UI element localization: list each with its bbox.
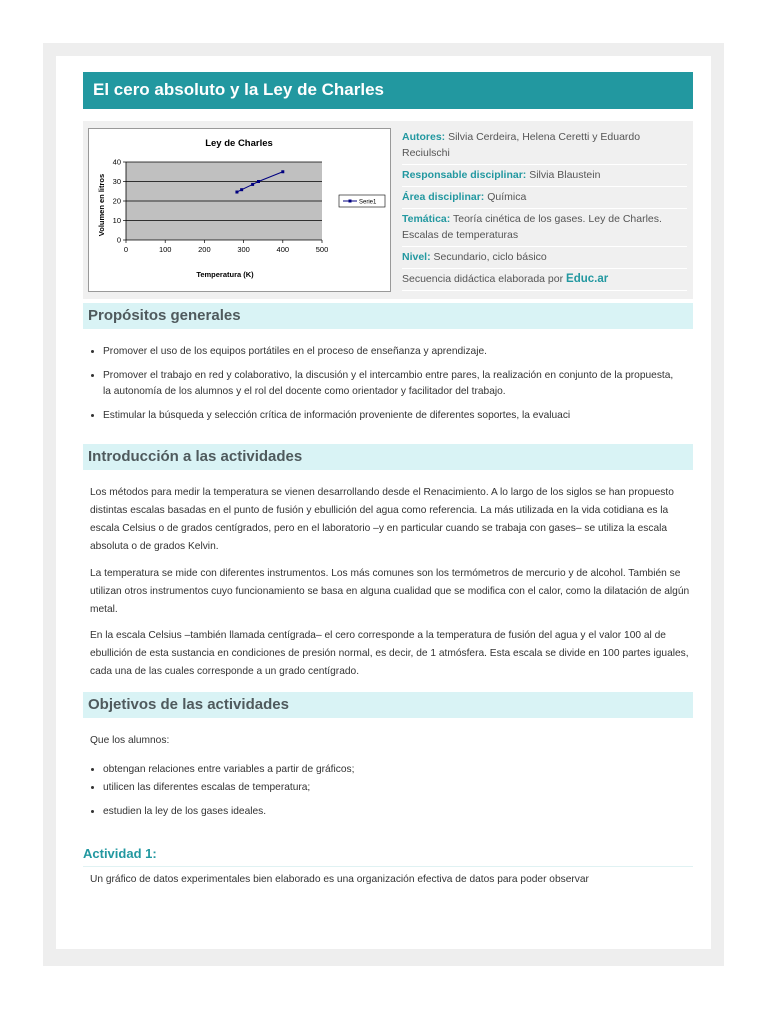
page-title: El cero absoluto y la Ley de Charles	[93, 80, 384, 99]
topic-row	[402, 209, 687, 247]
responsible-label: Responsable disciplinar:	[402, 169, 527, 181]
area-value: Química	[487, 191, 527, 203]
x-tick-label: 400	[276, 245, 290, 254]
x-tick-label: 200	[198, 245, 211, 254]
data-point	[251, 183, 254, 186]
document-page	[56, 56, 711, 949]
objectives-intro: Que los alumnos:	[90, 735, 170, 746]
level-row	[402, 247, 687, 269]
area-label: Área disciplinar:	[402, 191, 485, 203]
intro-paragraph: En la escala Celsius –también llamada centígrada– el cero corresponde a la temperatura de fusión del agua y el valor 100 al de ebullición de esta sustancia en condiciones de presión normal, es decir, de 1 atmósfera. Esta escala se divide en 100 partes iguales, cada una de las cuales corresponde a un grado centígrado.	[90, 630, 689, 677]
title-bar	[83, 72, 693, 109]
list-item: • obtengan relaciones entre variables a partir de gráficos;	[103, 762, 683, 778]
data-point	[257, 180, 260, 183]
intro-paragraph: Los métodos para medir la temperatura se vienen desarrollando desde el Renacimiento. A lo largo de los siglos se han propuesto distintas escalas basadas en el punto de fusión y ebullición del agua como referencia. La más utilizada en la vida cotidiana es la escala Celsius o de grados centígrados, pero en el laboratorio –y en particular cuando se trabaja con gases– se utiliza la escala absoluta o de grados Kelvin.	[90, 487, 674, 552]
list-item: • estudien la ley de los gases ideales.	[103, 804, 683, 820]
x-tick-label: 0	[123, 245, 129, 254]
y-tick-label: 0	[116, 235, 121, 245]
list-item: • Promover el uso de los equipos portátiles en el proceso de enseñanza y aprendizaje.	[103, 344, 683, 360]
x-tick-label: 100	[158, 245, 172, 254]
y-tick-label: 30	[112, 177, 121, 186]
legend-label: Serie1	[359, 199, 377, 206]
x-tick-label: 300	[237, 245, 250, 254]
y-tick-label: 40	[112, 157, 121, 167]
list-item: • Promover el trabajo en red y colaborativo, la discusión y el intercambio entre pares, la realización en conjunto de la propuesta, la autonomía de los alumnos y el rol del docente como orientador y facilitador del trabajo.	[103, 368, 683, 400]
sequence-row	[402, 269, 687, 291]
charles-law-chart	[88, 128, 391, 292]
activity-text: Un gráfico de datos experimentales bien elaborado es una organización efectiva de datos para poder observar	[90, 874, 589, 885]
purposes-title: Propósitos generales	[88, 307, 241, 324]
objectives-list	[83, 762, 683, 822]
topic-label: Temática:	[402, 213, 451, 225]
activity-header	[83, 844, 693, 867]
list-item: • utilicen las diferentes escalas de temperatura;	[103, 780, 683, 796]
chart-xlabel: Temperatura (K)	[196, 270, 254, 279]
info-block	[83, 121, 693, 299]
data-point	[235, 191, 238, 194]
responsible-value: Silvia Blaustein	[529, 169, 601, 181]
chart-ylabel: Volumen en litros	[97, 173, 106, 237]
data-point	[281, 170, 284, 173]
authors-row	[402, 127, 687, 165]
authors-value: Silvia Cerdeira, Helena Ceretti y Eduardo Reciulschi	[402, 131, 641, 159]
chart-title: Ley de Charles	[205, 138, 273, 149]
level-label: Nivel:	[402, 251, 431, 263]
purposes-list	[83, 344, 683, 432]
authors-label: Autores:	[402, 131, 446, 143]
purposes-header	[83, 303, 693, 329]
area-row	[402, 187, 687, 209]
intro-title: Introducción a las actividades	[88, 448, 303, 465]
x-tick-label: 500	[315, 245, 329, 254]
legend-marker	[349, 200, 352, 203]
objectives-title: Objetivos de las actividades	[88, 696, 289, 713]
y-tick-label: 20	[112, 196, 121, 206]
objectives-header	[83, 692, 693, 718]
intro-header	[83, 444, 693, 470]
activity-title: Actividad 1:	[83, 846, 157, 861]
y-tick-label: 10	[112, 216, 121, 225]
data-point	[240, 188, 243, 191]
list-item: • Estimular la búsqueda y selección crítica de información proveniente de diferentes soportes, la evaluaci	[103, 408, 683, 424]
chart-svg	[89, 129, 390, 291]
responsible-row	[402, 165, 687, 187]
topic-value: Teoría cinética de los gases. Ley de Charles. Escalas de temperaturas	[402, 213, 662, 241]
level-value: Secundario, ciclo básico	[433, 251, 547, 263]
intro-paragraph: La temperatura se mide con diferentes instrumentos. Los más comunes son los termómetros de mercurio y de alcohol. También se utilizan otros instrumentos cuyo funcionamiento se basa en alguna cualidad que se modifica con el calor, como la dilatación de algún metal.	[90, 568, 690, 615]
metadata-list	[402, 127, 687, 291]
sequence-text: Secuencia didáctica elaborada por	[402, 273, 564, 285]
educar-link[interactable]: Educ.ar	[566, 273, 609, 285]
